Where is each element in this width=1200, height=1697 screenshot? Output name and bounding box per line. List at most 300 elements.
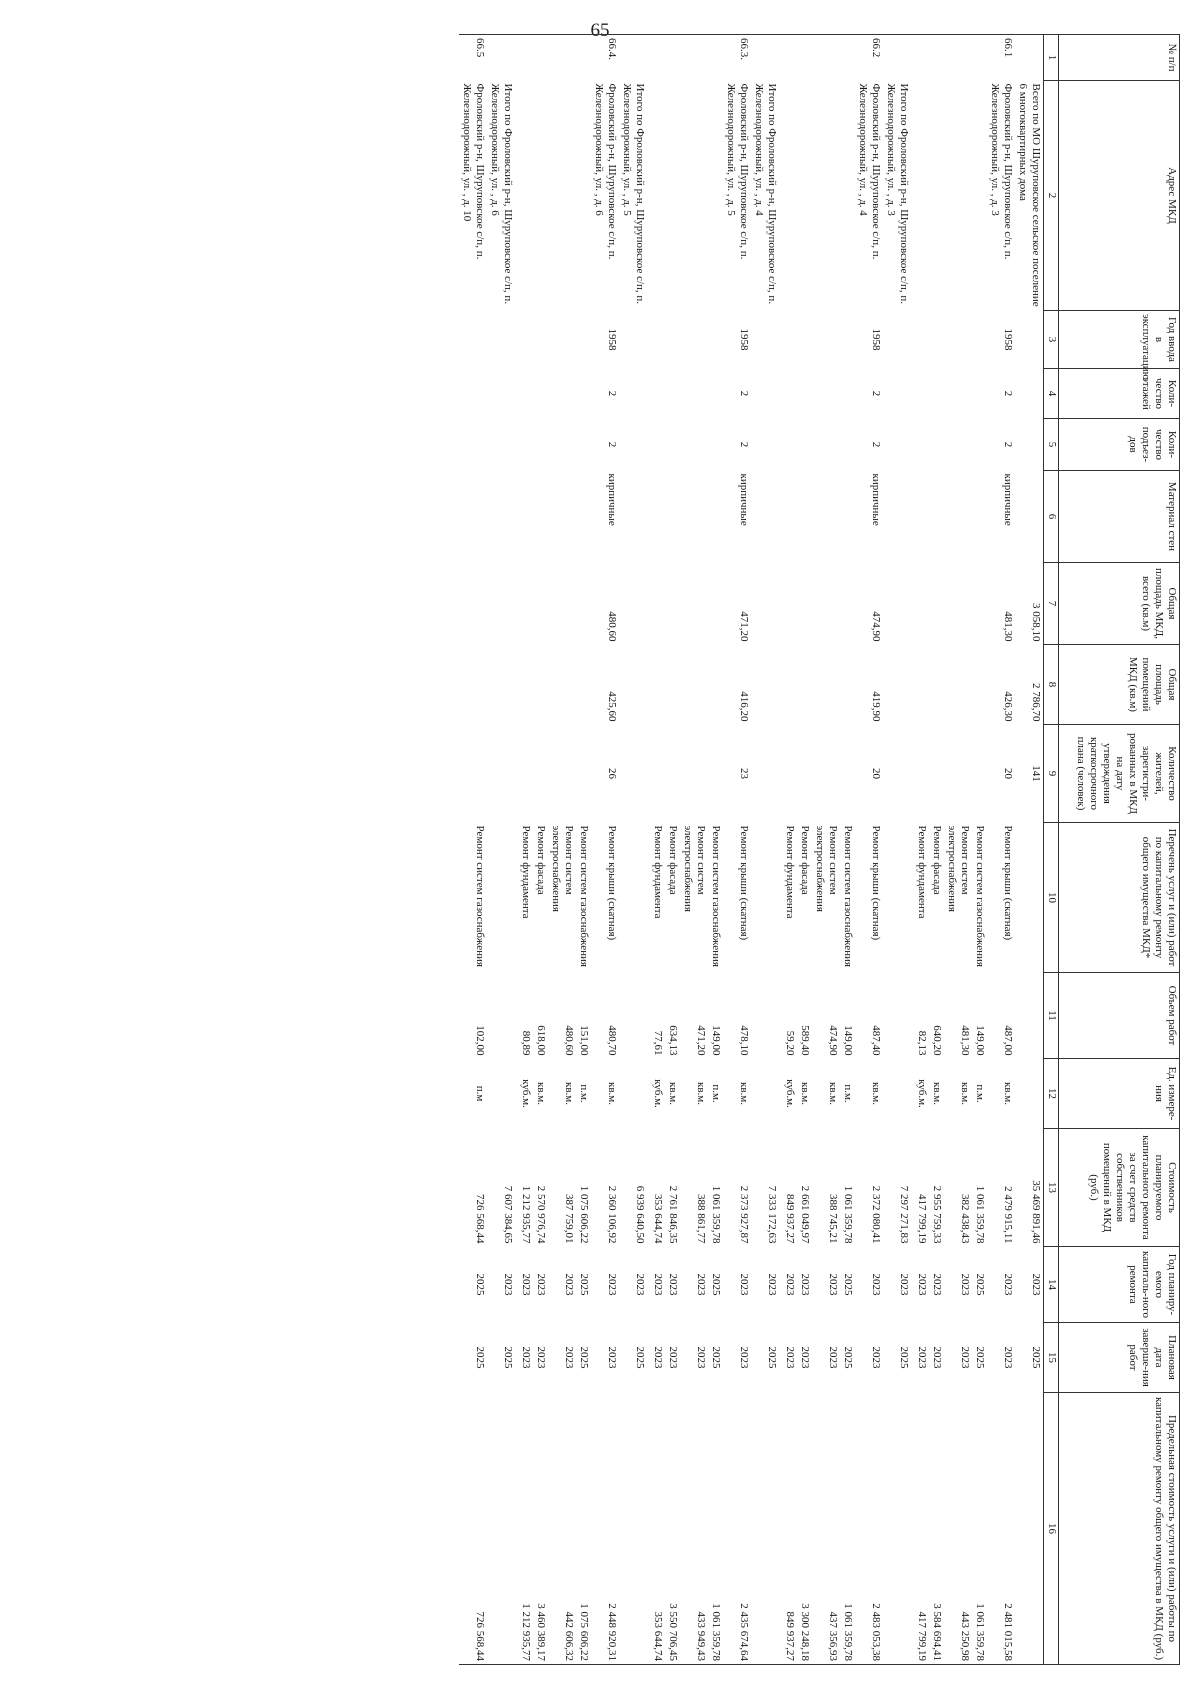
total-area xyxy=(840,563,855,645)
work-unit: кв.м. xyxy=(870,1082,882,1105)
year-built xyxy=(576,311,591,369)
wall-material: кирпичные xyxy=(1002,473,1014,526)
cell xyxy=(487,1059,518,1129)
work-end-date: 2023 xyxy=(799,1346,811,1369)
row-number xyxy=(840,35,855,81)
year-built xyxy=(914,311,929,369)
floors xyxy=(548,369,576,419)
cell xyxy=(1015,311,1044,369)
wall-material xyxy=(914,471,929,563)
work-end-date: 2023 xyxy=(738,1346,750,1369)
year-built: 1958 xyxy=(606,328,618,351)
work-end-date: 2025 xyxy=(974,1346,986,1369)
work-cost: 1 061 359,78 xyxy=(710,1185,722,1244)
cell xyxy=(1015,973,1044,1059)
year-built xyxy=(840,311,855,369)
work-volume: 487,00 xyxy=(1002,1025,1014,1056)
work-name: Ремонт систем электроснабжения xyxy=(682,825,707,912)
year-built xyxy=(929,311,944,369)
table-body xyxy=(459,35,1044,1665)
work-year: 2023 xyxy=(916,1273,928,1296)
wall-material xyxy=(812,471,840,563)
row-number: 66.5 xyxy=(459,35,487,81)
address xyxy=(518,81,533,311)
header-cell: Материал стен xyxy=(1059,471,1180,563)
entrances xyxy=(518,419,533,471)
floors xyxy=(782,369,797,419)
premises-area xyxy=(840,645,855,725)
cell xyxy=(487,823,518,973)
building-total-label: Итого по Фроловский р-н, Шуруповское с/п, п. Железнодорожный, ул. , д. 3 xyxy=(885,83,910,305)
work-limit-cost: 1 212 935,77 xyxy=(518,1393,533,1665)
work-row xyxy=(548,35,576,1665)
building-total-label: Итого по Фроловский р-н, Шуруповское с/п, п. Железнодорожный, ул. , д. 5 xyxy=(621,83,646,305)
entrances xyxy=(929,419,944,471)
premises-area xyxy=(929,645,944,725)
total-area xyxy=(708,563,723,645)
cell xyxy=(751,645,782,725)
building-total-cost: 7 607 384,65 xyxy=(502,1185,514,1244)
work-end-date: 2023 xyxy=(1002,1346,1014,1369)
capital-repair-table xyxy=(459,34,1180,1665)
total-area xyxy=(665,563,680,645)
work-volume: 640,20 xyxy=(931,1025,943,1056)
work-limit-cost: 443 250,98 xyxy=(944,1393,972,1665)
floors xyxy=(929,369,944,419)
cell xyxy=(619,645,650,725)
residents: 23 xyxy=(738,768,750,779)
work-row xyxy=(576,35,591,1665)
cell xyxy=(883,471,914,563)
total-area xyxy=(533,563,548,645)
floors xyxy=(576,369,591,419)
building-total-cost: 7 333 172,63 xyxy=(766,1185,778,1244)
work-volume: 149,00 xyxy=(842,1025,854,1056)
header-cell: Год планиру-емого капиталь-ного ремонта xyxy=(1059,1247,1180,1323)
work-volume: 481,30 xyxy=(959,1025,971,1056)
column-number: 7 xyxy=(1044,563,1059,645)
work-limit-cost: 1 061 359,78 xyxy=(840,1393,855,1665)
cell xyxy=(751,419,782,471)
address xyxy=(914,81,929,311)
wall-material xyxy=(533,471,548,563)
work-year: 2025 xyxy=(578,1273,590,1296)
wall-material xyxy=(782,471,797,563)
work-name: Ремонт фасада xyxy=(799,825,811,895)
column-number: 8 xyxy=(1044,645,1059,725)
residents xyxy=(782,725,797,823)
work-end-date: 2025 xyxy=(842,1346,854,1369)
work-volume: 480,70 xyxy=(606,1025,618,1056)
residents xyxy=(533,725,548,823)
cell xyxy=(619,35,650,81)
work-end-date: 2023 xyxy=(606,1346,618,1369)
work-cost: 388 745,21 xyxy=(827,1194,839,1244)
residents xyxy=(972,725,987,823)
premises-area xyxy=(797,645,812,725)
work-cost: 1 075 606,22 xyxy=(578,1185,590,1244)
wall-material xyxy=(972,471,987,563)
work-unit: куб.м. xyxy=(652,1079,664,1108)
work-year: 2023 xyxy=(799,1273,811,1296)
work-volume: 151,00 xyxy=(578,1025,590,1056)
residents xyxy=(665,725,680,823)
work-row xyxy=(855,35,883,1665)
work-limit-cost: 1 061 359,78 xyxy=(972,1393,987,1665)
header-cell: Количество жителей, зарегистри-рованных в МКД на дату утверждения краткосрочного плана (человек) xyxy=(1059,725,1180,823)
cell xyxy=(751,471,782,563)
work-name: Ремонт систем газоснабжения xyxy=(842,825,854,967)
work-end-date: 2023 xyxy=(916,1346,928,1369)
entrances xyxy=(972,419,987,471)
work-row xyxy=(518,35,533,1665)
work-cost: 1 061 359,78 xyxy=(974,1185,986,1244)
work-name: Ремонт систем электроснабжения xyxy=(550,825,575,912)
work-cost: 2 372 080,41 xyxy=(870,1185,882,1244)
building-total-year: 2023 xyxy=(502,1273,514,1296)
wall-material: кирпичные xyxy=(606,473,618,526)
header-cell: Год ввода в эксплуатацию xyxy=(1059,311,1180,369)
work-unit: кв.м. xyxy=(563,1082,575,1105)
address xyxy=(533,81,548,311)
cell xyxy=(459,311,487,369)
building-total-year: 2023 xyxy=(634,1273,646,1296)
premises-area xyxy=(665,645,680,725)
year-built xyxy=(533,311,548,369)
work-limit-cost: 2 481 015,58 xyxy=(987,1393,1015,1665)
wall-material xyxy=(650,471,665,563)
grand-total-cost: 35 469 891,46 xyxy=(1030,1180,1042,1244)
work-volume: 82,13 xyxy=(916,1030,928,1056)
work-unit: п.м. xyxy=(974,1084,986,1103)
column-number: 16 xyxy=(1044,1393,1059,1665)
work-year: 2023 xyxy=(606,1273,618,1296)
cell xyxy=(751,1059,782,1129)
work-volume: 149,00 xyxy=(974,1025,986,1056)
work-row xyxy=(459,35,487,1665)
cell xyxy=(883,1059,914,1129)
header-cell: Плановая дата заверше-ния работ xyxy=(1059,1323,1180,1393)
total-area xyxy=(944,563,972,645)
header-cell: Коли-чество подъез-дов xyxy=(1059,419,1180,471)
address xyxy=(782,81,797,311)
total-area xyxy=(680,563,708,645)
cell xyxy=(487,563,518,645)
work-unit: кв.м. xyxy=(667,1082,679,1105)
floors: 2 xyxy=(870,390,882,397)
work-row xyxy=(650,35,665,1665)
work-year: 2023 xyxy=(738,1273,750,1296)
row-number: 66.1 xyxy=(987,35,1015,81)
work-name: Ремонт крыши (скатная) xyxy=(738,825,750,941)
cell xyxy=(487,645,518,725)
year-built xyxy=(944,311,972,369)
year-built xyxy=(782,311,797,369)
work-limit-cost: 2 483 053,38 xyxy=(855,1393,883,1665)
header-cell: Предельная стоимость услуги и (или) работы по капитальному ремонту общего имущества в МКД (руб.) xyxy=(1059,1393,1180,1665)
work-year: 2025 xyxy=(474,1273,486,1296)
cell xyxy=(883,823,914,973)
address xyxy=(665,81,680,311)
address xyxy=(929,81,944,311)
work-row xyxy=(840,35,855,1665)
work-year: 2023 xyxy=(520,1273,532,1296)
cell xyxy=(459,563,487,645)
year-built: 1958 xyxy=(1002,328,1014,351)
column-number: 1 xyxy=(1044,35,1059,81)
work-cost: 382 438,43 xyxy=(959,1194,971,1244)
premises-area xyxy=(708,645,723,725)
work-name: Ремонт систем газоснабжения xyxy=(974,825,986,967)
header-cell: № п/п xyxy=(1059,35,1180,81)
work-name: Ремонт систем газоснабжения xyxy=(710,825,722,967)
residents: 26 xyxy=(606,768,618,779)
header-cell: Ед. измере-ния xyxy=(1059,1059,1180,1129)
entrances: 2 xyxy=(1002,441,1014,448)
work-end-date: 2023 xyxy=(520,1346,532,1369)
entrances xyxy=(944,419,972,471)
work-cost: 353 644,74 xyxy=(652,1194,664,1244)
cell xyxy=(883,973,914,1059)
residents xyxy=(797,725,812,823)
work-row xyxy=(591,35,619,1665)
work-year: 2023 xyxy=(652,1273,664,1296)
year-built xyxy=(680,311,708,369)
residents: 20 xyxy=(1002,768,1014,779)
address: Фроловский р-н, Шуруповское с/п, п. Железнодорожный, ул. , д. 10 xyxy=(461,83,486,260)
total-area: 474,90 xyxy=(870,611,882,642)
work-row xyxy=(708,35,723,1665)
work-year: 2023 xyxy=(1002,1273,1014,1296)
row-number: 66.3. xyxy=(723,35,751,81)
year-built xyxy=(812,311,840,369)
total-area xyxy=(782,563,797,645)
address xyxy=(576,81,591,311)
header-cell: Адрес МКД xyxy=(1059,81,1180,311)
work-limit-cost: 3 550 706,45 xyxy=(665,1393,680,1665)
address: Фроловский р-н, Шуруповское с/п, п. Железнодорожный, ул. , д. 3 xyxy=(989,83,1014,260)
cell xyxy=(459,471,487,563)
premises-area xyxy=(650,645,665,725)
cell xyxy=(883,725,914,823)
wall-material xyxy=(944,471,972,563)
building-total-cost: 6 939 640,50 xyxy=(634,1185,646,1244)
work-end-date: 2023 xyxy=(959,1346,971,1369)
entrances xyxy=(576,419,591,471)
row-number xyxy=(944,35,972,81)
work-name: Ремонт систем газоснабжения xyxy=(578,825,590,967)
address xyxy=(650,81,665,311)
building-total-end-date: 2025 xyxy=(502,1346,514,1369)
work-unit: кв.м. xyxy=(931,1082,943,1105)
cell xyxy=(751,35,782,81)
wall-material xyxy=(708,471,723,563)
cell xyxy=(751,725,782,823)
work-cost: 417 799,19 xyxy=(916,1194,928,1244)
work-volume: 471,20 xyxy=(695,1025,707,1056)
work-cost: 2 955 759,33 xyxy=(931,1185,943,1244)
work-limit-cost: 1 075 606,22 xyxy=(576,1393,591,1665)
work-row xyxy=(782,35,797,1665)
work-unit: кв.м. xyxy=(959,1082,971,1105)
work-row xyxy=(797,35,812,1665)
work-end-date: 2023 xyxy=(784,1346,796,1369)
work-unit: кв.м. xyxy=(799,1082,811,1105)
cell xyxy=(487,311,518,369)
capital-repair-table-page xyxy=(44,34,1180,1664)
premises-area: 416,20 xyxy=(738,691,750,722)
residents xyxy=(944,725,972,823)
cell xyxy=(1015,35,1044,81)
cell xyxy=(619,1393,650,1665)
work-limit-cost: 2 448 920,31 xyxy=(591,1393,619,1665)
address: Фроловский р-н, Шуруповское с/п, п. Железнодорожный, ул. , д. 6 xyxy=(593,83,618,260)
grand-total-year: 2023 xyxy=(1030,1273,1042,1296)
cell xyxy=(487,973,518,1059)
work-limit-cost: 2 435 674,64 xyxy=(723,1393,751,1665)
address xyxy=(812,81,840,311)
cell xyxy=(619,1059,650,1129)
wall-material xyxy=(929,471,944,563)
work-year: 2025 xyxy=(842,1273,854,1296)
work-year: 2023 xyxy=(784,1273,796,1296)
row-number: 66.4. xyxy=(591,35,619,81)
premises-area xyxy=(914,645,929,725)
work-volume: 102,00 xyxy=(474,1025,486,1056)
entrances xyxy=(797,419,812,471)
header-cell: Общая площадь МКД, всего (кв.м) xyxy=(1059,563,1180,645)
work-limit-cost: 726 568,44 xyxy=(459,1393,487,1665)
work-cost: 2 761 846,35 xyxy=(667,1185,679,1244)
work-row xyxy=(944,35,972,1665)
total-area xyxy=(548,563,576,645)
work-row xyxy=(533,35,548,1665)
floors: 2 xyxy=(606,390,618,397)
total-area xyxy=(914,563,929,645)
wall-material xyxy=(576,471,591,563)
work-limit-cost: 433 949,43 xyxy=(680,1393,708,1665)
work-unit: п.м xyxy=(474,1085,486,1102)
work-end-date: 2023 xyxy=(870,1346,882,1369)
entrances: 2 xyxy=(606,441,618,448)
premises-area xyxy=(518,645,533,725)
residents xyxy=(680,725,708,823)
floors: 2 xyxy=(1002,390,1014,397)
year-built xyxy=(518,311,533,369)
work-name: Ремонт крыши (скатная) xyxy=(1002,825,1014,941)
work-limit-cost: 437 356,93 xyxy=(812,1393,840,1665)
row-number xyxy=(708,35,723,81)
column-number: 13 xyxy=(1044,1129,1059,1247)
wall-material: кирпичные xyxy=(870,473,882,526)
row-number xyxy=(914,35,929,81)
work-unit: кв.м. xyxy=(695,1082,707,1105)
header-cell: Стоимость планируемого капитального ремонта за счет средств собственников помещений в МКД (руб.) xyxy=(1059,1129,1180,1247)
grand-total-row xyxy=(1015,35,1044,1665)
address xyxy=(548,81,576,311)
work-year: 2025 xyxy=(974,1273,986,1296)
column-number: 6 xyxy=(1044,471,1059,563)
premises-area xyxy=(548,645,576,725)
year-built xyxy=(665,311,680,369)
premises-area: 425,60 xyxy=(606,691,618,722)
work-limit-cost: 3 584 694,41 xyxy=(929,1393,944,1665)
floors xyxy=(972,369,987,419)
work-year: 2023 xyxy=(695,1273,707,1296)
work-cost: 2 479 915,11 xyxy=(1002,1186,1014,1244)
wall-material xyxy=(680,471,708,563)
header-row xyxy=(1059,35,1180,1665)
work-cost: 388 861,77 xyxy=(695,1194,707,1244)
entrances xyxy=(548,419,576,471)
work-end-date: 2023 xyxy=(563,1346,575,1369)
work-row xyxy=(665,35,680,1665)
column-number-row xyxy=(1044,35,1059,1665)
work-name: Ремонт фундамента xyxy=(652,825,664,919)
entrances xyxy=(533,419,548,471)
wall-material xyxy=(665,471,680,563)
year-built: 1958 xyxy=(870,328,882,351)
address xyxy=(708,81,723,311)
address: Фроловский р-н, Шуруповское с/п, п. Железнодорожный, ул. , д. 5 xyxy=(725,83,750,260)
residents xyxy=(812,725,840,823)
address xyxy=(972,81,987,311)
premises-area: 426,30 xyxy=(1002,691,1014,722)
cell xyxy=(619,973,650,1059)
work-row xyxy=(972,35,987,1665)
residents xyxy=(576,725,591,823)
work-cost: 1 212 935,77 xyxy=(520,1185,532,1244)
work-name: Ремонт фасада xyxy=(931,825,943,895)
work-name: Ремонт систем газоснабжения xyxy=(474,825,486,967)
work-name: Ремонт систем электроснабжения xyxy=(946,825,971,912)
work-limit-cost: 3 300 248,18 xyxy=(797,1393,812,1665)
work-name: Ремонт фасада xyxy=(535,825,547,895)
work-unit: куб.м. xyxy=(916,1079,928,1108)
residents xyxy=(518,725,533,823)
work-volume: 480,60 xyxy=(563,1025,575,1056)
cell xyxy=(619,563,650,645)
entrances xyxy=(812,419,840,471)
floors xyxy=(650,369,665,419)
entrances xyxy=(914,419,929,471)
work-volume: 80,89 xyxy=(520,1030,532,1056)
work-row xyxy=(680,35,708,1665)
work-limit-cost: 3 460 389,17 xyxy=(533,1393,548,1665)
column-number: 2 xyxy=(1044,81,1059,311)
entrances xyxy=(840,419,855,471)
cell xyxy=(751,823,782,973)
work-volume: 474,90 xyxy=(827,1025,839,1056)
floors xyxy=(914,369,929,419)
work-unit: п.м. xyxy=(578,1084,590,1103)
premises-area xyxy=(782,645,797,725)
wall-material xyxy=(840,471,855,563)
floors xyxy=(708,369,723,419)
building-total-end-date: 2025 xyxy=(634,1346,646,1369)
total-area: 480,60 xyxy=(606,611,618,642)
work-end-date: 2023 xyxy=(931,1346,943,1369)
building-total-end-date: 2025 xyxy=(766,1346,778,1369)
cell xyxy=(1015,1393,1044,1665)
cell xyxy=(751,369,782,419)
column-number: 3 xyxy=(1044,311,1059,369)
year-built: 1958 xyxy=(738,328,750,351)
cell xyxy=(883,35,914,81)
work-end-date: 2023 xyxy=(827,1346,839,1369)
total-area: 481,30 xyxy=(1002,611,1014,642)
work-year: 2023 xyxy=(667,1273,679,1296)
